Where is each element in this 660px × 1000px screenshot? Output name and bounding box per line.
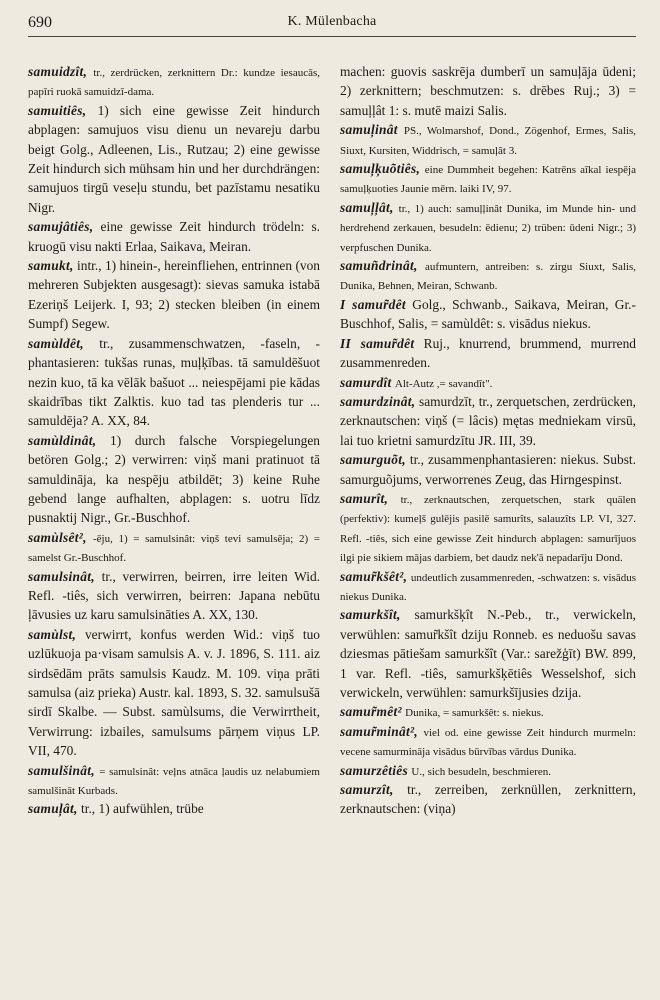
entry-headword: samujâtiês, (28, 219, 94, 235)
entry-headword: samuļļât, (340, 199, 394, 215)
dictionary-entry (340, 373, 636, 392)
dictionary-entry (28, 799, 320, 818)
left-column (28, 62, 320, 819)
dictionary-entry (340, 334, 636, 373)
entry-definition: tr., zerknautschen, zerquetschen, stark quälen (perfektiv): kumeļš gulējis pasilē samurîts, salauzîts LP. VI, 327. Refl. -tiês, sich eine gewisse Zeit hindurch abplagen: samurījuos ilgi pie sikiem mājas darbiem, bet daudz nek'ā nepadarīju Dond. (340, 493, 636, 565)
dictionary-entry (28, 101, 320, 217)
page-number: 690 (28, 14, 52, 31)
entry-definition: tr., 1) auch: samuļļinât Dunika, im Munde hin- und herdrehend zerkauen, besudeln: ēdienu; 2) trüben: ūdeni Nigr.; 3) verpfuschen Dunika. (340, 202, 636, 254)
dictionary-entry (28, 567, 320, 625)
dictionary-entry (340, 450, 636, 489)
entry-headword: samur̃mêt² (340, 704, 402, 720)
entry-headword: samuļķuõtiês, (340, 161, 421, 177)
dictionary-entry (340, 120, 636, 159)
dictionary-entry (28, 62, 320, 101)
entry-headword: samur̃minât², (340, 723, 418, 739)
dictionary-entry (340, 489, 636, 567)
entry-definition: machen: guovis saskrēja dumberī un samuļāja ūdeni; 2) zerknittern; beschmutzen: s. drēbes Ruj.; 3) = samuļļât 1: s. mutē maizi Salis. (340, 64, 636, 118)
dictionary-entry (340, 62, 636, 120)
entry-definition: PS., Wolmarshof, Dond., Zögenhof, Ermes, Salis, Siuxt, Kursiten, Widdrisch, = samuļât 3. (340, 125, 636, 157)
dictionary-entry (28, 625, 320, 761)
entry-definition: undeutlich zusammenreden, -schwatzen: s. visādus niekus Dunika. (340, 571, 636, 603)
entry-headword: samurkšît, (340, 607, 401, 623)
entry-definition: eine Dummheit begehen: Katrēns aīkal iespēja samuļķuoties Jaunie mērn. laiki IV, 97. (340, 164, 636, 196)
entry-definition: -ēju, 1) = samulsinât: viņš tevi samulsēja; 2) = samelst Gr.-Buschhof. (28, 532, 320, 565)
page-header (28, 10, 636, 37)
entry-definition: tr., 1) aufwühlen, trübe (81, 801, 204, 817)
entry-definition: tr., zerreiben, zerknüllen, zerknittern, zerknautschen: (viņa) (340, 782, 636, 817)
entry-definition: tr., zusammenschwatzen, -faseln, -phantasieren: tukšas runas, muļķības. tā samuldēšuot nezin kuo, tā ka vēlāk bašuot ... neiespējami pie kādas skaidrības tikt Zalktis. kuo tad tas plenderis tur ... samuldēja? A. XX, 84. (28, 335, 320, 429)
dictionary-entry (340, 605, 636, 702)
entry-definition: aufmuntern, antreiben: s. zirgu Siuxt, Salis, Dunika, Behnen, Meiran, Schwanb. (340, 261, 636, 293)
entry-headword: samulšinât, (28, 762, 95, 778)
entry-headword: samur̃kšêt², (340, 568, 408, 584)
entry-definition: Alt-Autz ,= savandît". (394, 377, 493, 390)
entry-headword: samurzît, (340, 782, 394, 798)
dictionary-entry (340, 702, 636, 721)
entry-headword: samuļât, (28, 801, 78, 817)
entry-definition: tr., verwirren, beirren, irre leiten Wid. Refl. -tiês, sich verwirren, beirren: Japana nebūtu ļāvusies uz karu samulsināties A. XX, 130. (28, 568, 320, 623)
dictionary-entry (28, 217, 320, 256)
entry-headword: samurguõt, (340, 452, 406, 468)
entry-definition: Ruj., knurrend, brummend, murrend zusammenreden. (340, 335, 636, 371)
entry-headword: samurît, (340, 490, 389, 506)
entry-headword: samurdît (340, 374, 392, 390)
dictionary-entry (28, 528, 320, 567)
dictionary-entry (28, 431, 320, 528)
entry-headword: samùldêt, (28, 335, 84, 351)
entry-definition: samurkšķît N.-Peb., tr., verwickeln, verwühlen: samur̃kšît dziju Ronneb. es neduošu savas dziesmas pātiešam samurkšît (Var.: sarežģīt) BW. 899, 1 var. Refl. -tiês, samurkšķētiês Wesselshof, sich verwickeln, verwühlen: samurkšījusies dzija. (340, 607, 636, 700)
entry-headword: II samur̃dêt (340, 335, 415, 351)
entry-definition: eine gewisse Zeit hindurch trödeln: s. kruogū visu nakti Erlaa, Saikava, Meiran. (28, 219, 320, 254)
dictionary-entry (340, 198, 636, 256)
entry-definition: samurdzīt, tr., zerquetschen, zerdrücken, zerknautschen: viņš (= lâcis) mętas medniekam virsū, lai tuo krietni samurdzītu JR. III, 39. (340, 393, 636, 448)
entry-headword: samùlst, (28, 626, 77, 642)
entry-definition: U., sich besudeln, beschmieren. (411, 765, 551, 778)
dictionary-entry (340, 722, 636, 761)
dictionary-entry (340, 256, 636, 295)
entry-headword: samùlsêt², (28, 529, 87, 545)
entry-headword: samukt, (28, 258, 74, 274)
entry-definition: viel od. eine gewisse Zeit hindurch murmeln: vecene samurmināja visādus būrvības vārdus Dunika. (340, 726, 636, 759)
dictionary-entry (28, 334, 320, 431)
entry-headword: samuitiês, (28, 102, 87, 118)
running-title: K. Mülenbacha (287, 14, 377, 29)
entry-headword: samùldinât, (28, 432, 97, 448)
dictionary-entry (340, 567, 636, 606)
entry-headword: I samur̃dêt (340, 296, 406, 312)
entry-headword: samuidzît, (28, 64, 88, 79)
entry-definition: 1) durch falsche Vorspiegelungen betören Golg.; 2) verwirren: viņš mani pratinuot tā samuldināja, ka nespēju atbildēt; 3) keine Ruhe gebend lange aufhalten, abplagen: s. uotru līdz pusnaktij Nigr., Gr.-Buschhof. (28, 432, 320, 526)
entry-headword: samuñdrinât, (340, 258, 418, 274)
entry-headword: samurzêtiês (340, 762, 409, 778)
dictionary-entry (340, 392, 636, 450)
right-column (340, 62, 636, 819)
entry-definition: 1) sich eine gewisse Zeit hindurch abplagen: samujuos visu dienu un nevareju darbu beigt Golg., Adleenen, Lis., Rutzau; 2) eine gewisse Zeit hindurch sich mühsam hin und her durchdrängen: samujuos tirgū veseļu stundu, bet pazīstamu nesatiku Nigr. (28, 102, 320, 215)
entry-definition: tr., zerdrücken, zerknittern Dr.: kundze iesaucās, papīri ruokā samuidzī-dama. (28, 67, 320, 99)
entry-definition: tr., zusammenphantasieren: niekus. Subst. samurguõjums, verworrenes Zeug, das Hirngespinst. (340, 452, 636, 487)
entry-headword: samurdzinât, (340, 393, 416, 409)
entry-definition: verwirrt, konfus werden Wid.: viņš tuo uzlūkuoja pa·visam samulsis A. v. J. 1896, S. 111. aiz sirdsēdām prāts samulsis Kaudz. M. 109. viņa prāti samulsa (aiz prieka) Austr. kal. 1893, S. 32. samulsušā sirdī Skalbe. — Subst. samùlsums, die Verwirrtheit, Verwirrung: izbailes, samulsums pārņem viņus LP. VII, 470. (28, 626, 320, 759)
entry-headword: samuļinât (340, 122, 398, 138)
entry-definition: Dunika, = samurkšêt: s. niekus. (405, 707, 544, 720)
entry-headword: samulsinât, (28, 568, 95, 584)
dictionary-entry (340, 295, 636, 334)
dictionary-entry (340, 780, 636, 819)
dictionary-entry (28, 256, 320, 334)
dictionary-entry (340, 761, 636, 780)
entry-definition: Golg., Schwanb., Saikava, Meiran, Gr.-Buschhof, Salis, = samùldêt: s. visādus niekus. (340, 296, 636, 332)
dictionary-entry (28, 761, 320, 800)
entry-definition: = samulsinât: veļns atnāca ļaudis uz nelabumiem samulšināt Kurbads. (28, 765, 320, 798)
entry-definition: intr., 1) hinein-, hereinfliehen, entrinnen (von mehreren Subjekten ausgesagt): sievas samuka istabā Ezeriņš Leijerk. I, 93; 2) stecken bleiben (in einem Sumpf) Segew. (28, 258, 320, 332)
dictionary-entry (340, 159, 636, 198)
